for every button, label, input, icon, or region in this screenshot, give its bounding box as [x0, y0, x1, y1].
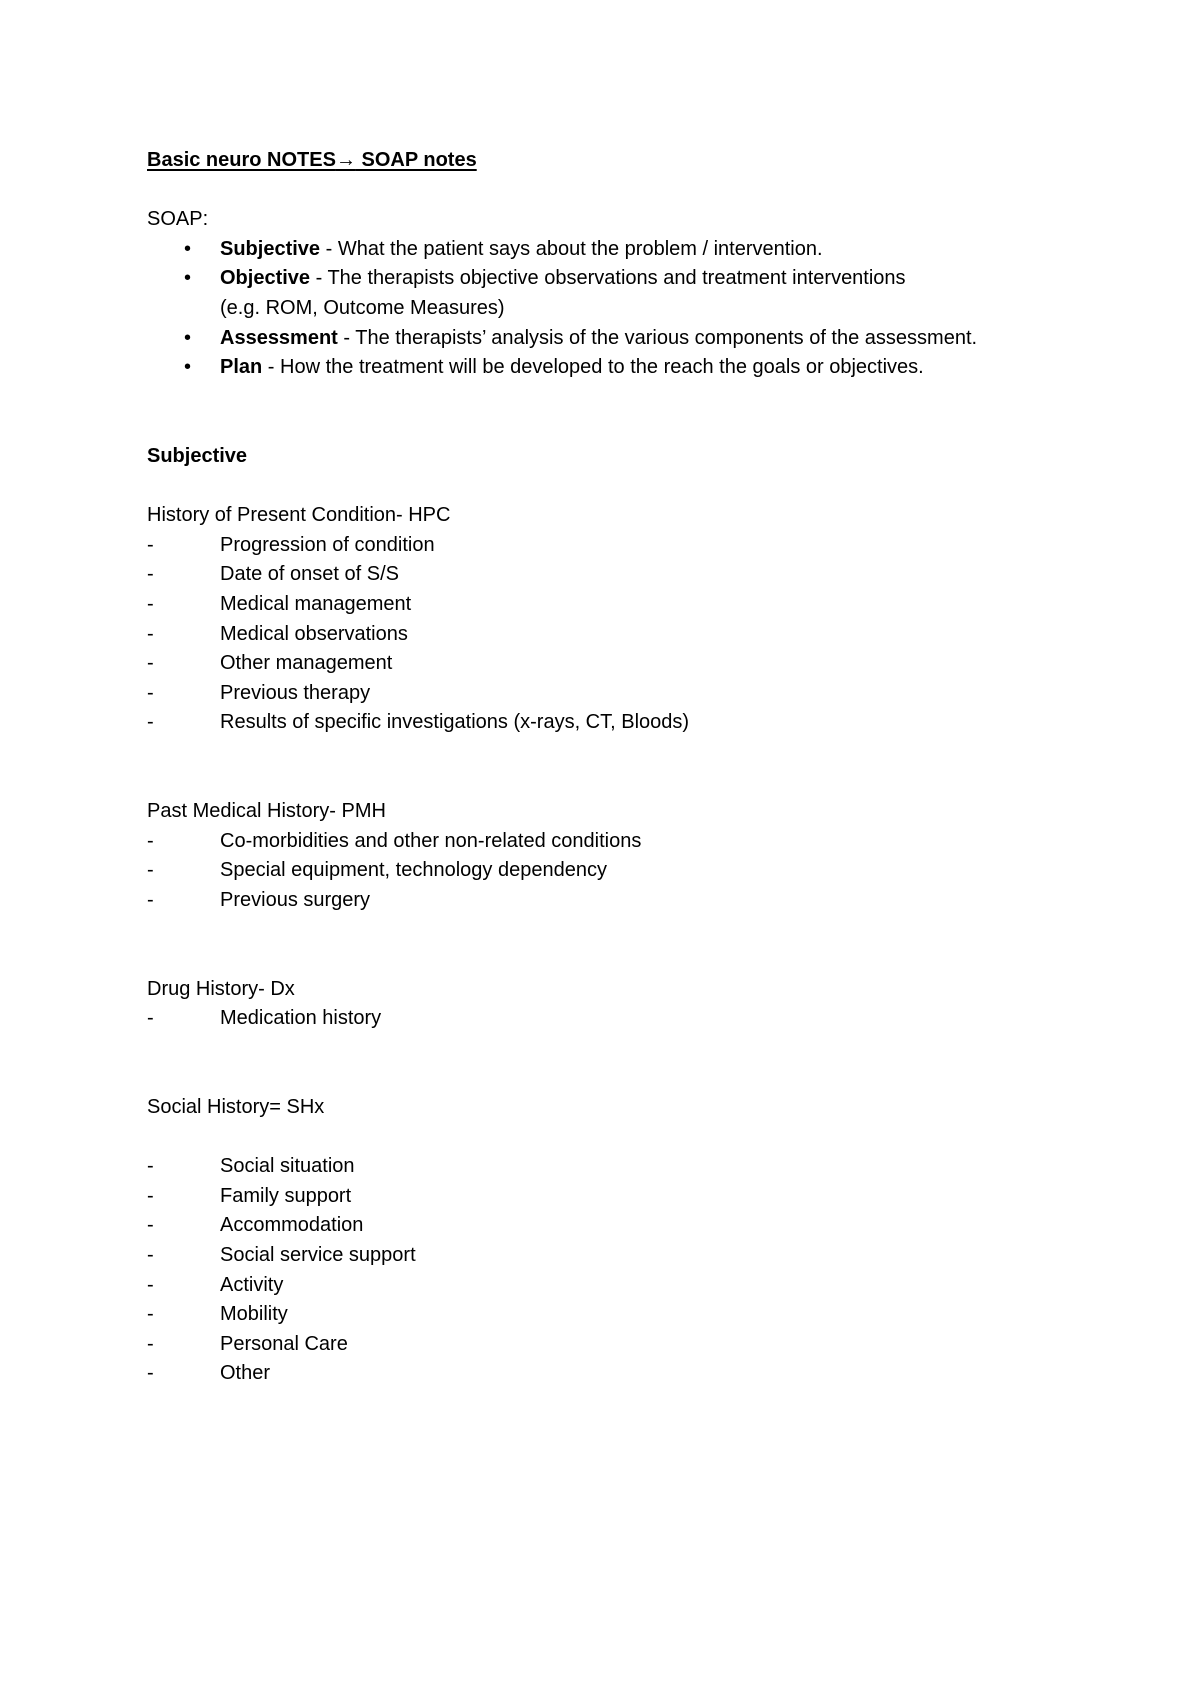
bullet-icon: •: [184, 326, 192, 349]
list-item-text: Family support: [220, 1184, 352, 1207]
list-item: [147, 1152, 1067, 1182]
list-item-text: Social situation: [220, 1155, 355, 1178]
list-item-text: Accommodation: [220, 1214, 364, 1237]
dash-marker: -: [147, 1184, 154, 1207]
title-part-2: SOAP notes: [355, 149, 477, 171]
hpc-list: [147, 531, 1067, 738]
shx-list: [147, 1152, 1067, 1389]
dash-marker: -: [147, 888, 154, 911]
dash-marker: -: [147, 1007, 154, 1030]
soap-term: Plan: [220, 356, 263, 379]
list-item-text: Date of onset of S/S: [220, 563, 399, 586]
list-item-text: Other management: [220, 652, 393, 675]
hpc-heading: History of Present Condition- HPC: [147, 504, 451, 527]
soap-desc: - The therapists objective observations and treatment interventions: [310, 267, 906, 290]
soap-desc-continuation: (e.g. ROM, Outcome Measures): [220, 296, 505, 319]
pmh-list: [147, 827, 1067, 916]
document-page: [147, 146, 1067, 1389]
list-item: [147, 649, 1067, 679]
dash-marker: -: [147, 1243, 154, 1266]
list-item: [147, 1241, 1067, 1271]
soap-term: Objective: [220, 267, 311, 290]
list-item-text: Medication history: [220, 1007, 382, 1030]
list-item: [147, 708, 1067, 738]
list-item-text: Medical observations: [220, 622, 408, 645]
list-item-text: Medical management: [220, 592, 412, 615]
dash-marker: -: [147, 1214, 154, 1237]
soap-item-assessment: [147, 324, 1067, 354]
soap-term: Subjective: [220, 237, 321, 260]
soap-item-plan: [147, 353, 1067, 383]
dash-marker: -: [147, 652, 154, 675]
soap-term: Assessment: [220, 326, 338, 349]
right-arrow-icon: →: [335, 149, 356, 171]
list-item: [147, 590, 1067, 620]
bullet-icon: •: [184, 237, 192, 260]
dash-marker: -: [147, 829, 154, 852]
dash-marker: -: [147, 1155, 154, 1178]
list-item-text: Social service support: [220, 1243, 416, 1266]
dash-marker: -: [147, 1303, 154, 1326]
list-item: [147, 1271, 1067, 1301]
list-item: [147, 856, 1067, 886]
list-item: [147, 1004, 1067, 1034]
list-item-text: Results of specific investigations (x-rays, CT, Bloods): [220, 711, 690, 734]
dash-marker: -: [147, 563, 154, 586]
list-item-text: Other: [220, 1362, 271, 1385]
dash-marker: -: [147, 711, 154, 734]
dash-marker: -: [147, 681, 154, 704]
list-item-text: Progression of condition: [220, 533, 435, 556]
dash-marker: -: [147, 533, 154, 556]
soap-item-subjective: [147, 235, 1067, 265]
dash-marker: -: [147, 1332, 154, 1355]
dx-heading: Drug History- Dx: [147, 977, 295, 1000]
bullet-icon: •: [184, 356, 192, 379]
subjective-heading: Subjective: [147, 444, 248, 467]
soap-item-objective: [147, 264, 1067, 294]
title-part-1: Basic neuro NOTES: [147, 149, 336, 171]
list-item-text: Previous surgery: [220, 888, 371, 911]
list-item: [147, 560, 1067, 590]
soap-heading: SOAP:: [147, 208, 209, 231]
list-item: [147, 1359, 1067, 1389]
list-item: [147, 1211, 1067, 1241]
list-item-text: Co-morbidities and other non-related conditions: [220, 829, 642, 852]
dash-marker: -: [147, 592, 154, 615]
dash-marker: -: [147, 622, 154, 645]
soap-desc: - The therapists’ analysis of the various components of the assessment.: [337, 326, 978, 349]
soap-desc: - How the treatment will be developed to the reach the goals or objectives.: [262, 356, 924, 379]
document-title: [147, 146, 1067, 176]
list-item-text: Personal Care: [220, 1332, 348, 1355]
list-item: [147, 679, 1067, 709]
dx-list: [147, 1004, 1067, 1034]
dash-marker: -: [147, 1362, 154, 1385]
bullet-icon: •: [184, 267, 192, 290]
list-item: [147, 1182, 1067, 1212]
soap-bullet-list: [147, 235, 1067, 383]
list-item-text: Previous therapy: [220, 681, 371, 704]
shx-heading: Social History= SHx: [147, 1096, 325, 1118]
list-item: [147, 886, 1067, 916]
list-item: [147, 531, 1067, 561]
list-item-text: Activity: [220, 1273, 284, 1296]
soap-desc: - What the patient says about the problem / intervention.: [320, 237, 823, 260]
dash-marker: -: [147, 859, 154, 882]
list-item: [147, 1330, 1067, 1360]
dash-marker: -: [147, 1273, 154, 1296]
list-item-text: Special equipment, technology dependency: [220, 859, 607, 882]
list-item: [147, 620, 1067, 650]
pmh-heading: Past Medical History- PMH: [147, 800, 386, 823]
list-item: [147, 827, 1067, 857]
list-item-text: Mobility: [220, 1303, 288, 1326]
list-item: [147, 1300, 1067, 1330]
